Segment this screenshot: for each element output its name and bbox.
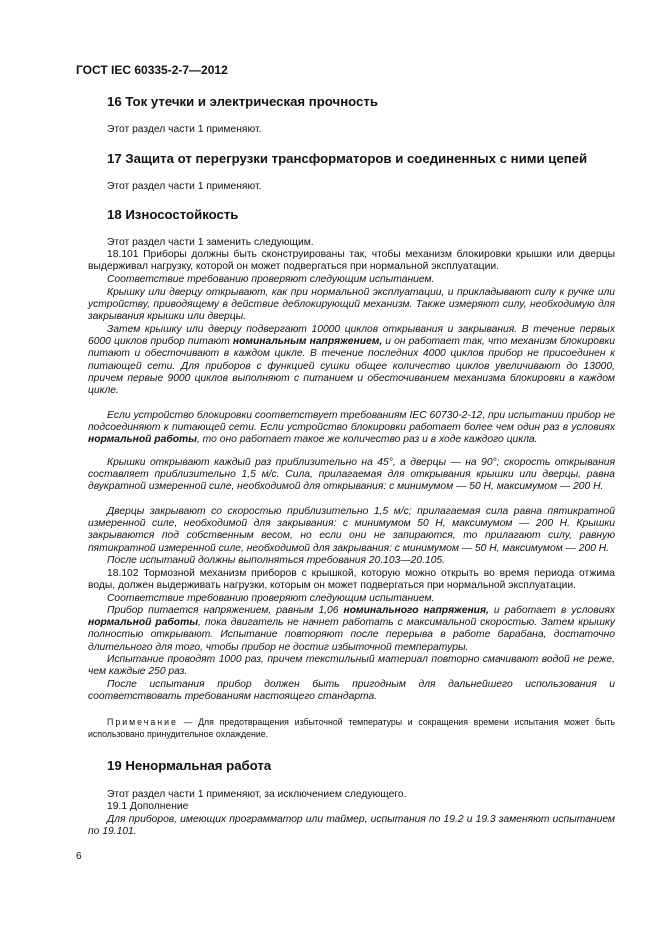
compliance-check-2: Соответствие требованию проверяют следующим испытанием.: [107, 593, 435, 604]
clause-18-102: 18.102 Тормозной механизм приборов с крышкой, которую можно открыть во время периода отжима воды, должен выдерживать нагрузки, которым он может подвергаться при нормальной эксплуатации.: [88, 568, 615, 592]
document-header: ГОСТ IEC 60335-2-7—2012: [76, 63, 228, 77]
page-number: 6: [76, 851, 82, 862]
section-16-heading: 16 Ток утечки и электрическая прочность: [107, 94, 378, 109]
suitability-paragraph: После испытания прибор должен быть пригодным для дальнейшего использования и соответствовать требованиям настоящего стандарта.: [88, 679, 615, 703]
door-closing-paragraph: Дверцы закрывают со скоростью приблизительно 1,5 м/с; прилагаемая сила равна пятикратной измеренной силе, необходимой для закрывания: с минимумом 50 Н, максимумом — 200 Н. Крышки закрываются под собственным весом, но если они не запираются, то прилагают силу, равную пятикратной измеренной силе, необходимой для закрывания: с минимумом — 50 Н, максимумом — 200 Н.: [88, 506, 615, 554]
interlock-iec-paragraph: Если устройство блокировки соответствует требованиям IEC 60730-2-12, при испытании прибор не подсоединяют к питающей сети. Если устройство блокировки работает более чем один раз в условиях нормальной работы, то оно работает такое же количество раз и в ходе каждого цикла.: [88, 410, 615, 446]
section-19-heading: 19 Ненормальная работа: [107, 758, 272, 773]
programmer-paragraph: Для приборов, имеющих программатор или таймер, испытания по 19.2 и 19.3 заменяют испытанием по 19.101.: [88, 814, 615, 838]
section-17-heading: 17 Защита от перегрузки трансформаторов и соединенных с ними цепей: [107, 151, 588, 166]
opening-speed-paragraph: Крышки открывают каждый раз приблизительно на 45°, а дверцы — на 90°; скорость открывания составляет приблизительно 1,5 м/с. Сила, прилагаемая для открывания крышки или дверцы, равна двукратной измеренной силе, необходимой для открывания: с минимумом — 50 Н, максимумом — 200 Н.: [88, 457, 615, 493]
note-label: Примечание: [107, 717, 178, 727]
section-18-heading: 18 Износостойкость: [107, 207, 239, 222]
section-19-intro: Этот раздел части 1 применяют, за исключением следующего.: [107, 789, 407, 800]
section-16-text: Этот раздел части 1 применяют.: [107, 124, 262, 135]
clause-18-101: 18.101 Приборы должны быть сконструированы так, чтобы механизм блокировки крышки или дверцы выдерживал нагрузку, которой он может подвергаться при нормальной эксплуатации.: [88, 249, 615, 273]
supply-voltage-paragraph: Прибор питается напряжением, равным 1,06 номинального напряжения, и работает в условиях нормальной работы, пока двигатель не начнет работать с максимальной скоростью. Затем крышку полностью открывают. Испытание повторяют после перерыва в работе барабана, достаточно длительного для того, чтобы прибор не достиг избыточной температуры.: [88, 605, 615, 653]
note: [88, 716, 615, 740]
section-18-intro: Этот раздел части 1 заменить следующим.: [107, 237, 314, 248]
section-17-text: Этот раздел части 1 применяют.: [107, 181, 262, 192]
note-text: — Для предотвращения избыточной температуры и сокращения времени испытания может быть использовано принудительное охлаждение.: [88, 717, 615, 739]
after-tests-paragraph: После испытаний должны выполняться требования 20.103—20.105.: [107, 555, 446, 566]
lid-test-paragraph: Крышку или дверцу открывают, как при нормальной эксплуатации, и прикладывают силу к ручке или устройству, приводящему в действие деблокирующий механизм. Также измеряют силу, необходимую для закрывания крышки или дверцы.: [88, 287, 615, 323]
compliance-check-1: Соответствие требованию проверяют следующим испытанием.: [107, 274, 435, 285]
test-1000-paragraph: Испытание проводят 1000 раз, причем текстильный материал повторно смачивают водой не реже, чем каждые 250 раз.: [88, 654, 615, 678]
cycles-paragraph: Затем крышку или дверцу подвергают 10000 циклов открывания и закрывания. В течение первых 6000 циклов прибор питают номинальным напряжением, и он работает так, что механизм блокировки питают и обесточивают в каждом цикле. В течение последних 4000 циклов прибор не присоединен к питающей сети. Для приборов с функцией сушки общее количество циклов увеличивают до 13000, причем первые 9000 циклов выполняют с питанием и обесточиванием механизма блокировки в каждом цикле.: [88, 324, 615, 397]
clause-19-1: 19.1 Дополнение: [107, 801, 189, 812]
